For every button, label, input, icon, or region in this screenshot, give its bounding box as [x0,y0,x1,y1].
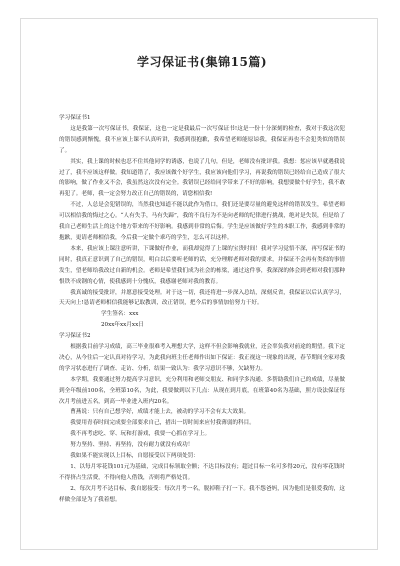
paragraph: 我如果不能实现以上目标，自愿接受以下两项处罚： [70,453,199,460]
paragraph: 其实，我上课的时候也忍不住其他同学的诱惑，也说了几句，但是，老师没有批评我。我想：惩应该早就遇我说过了，我不应该这样做。我知道错了，我应该做个好学生，我应该向他们学习，再说我的错误已经给自己造成了很大的影响，做了作业又不会，我虽然这次没有完全。我错误已经给同学带来了不好的影响，我想要做个好学生，我不敢再犯了。老师，我一定会努力改正自己的错误的，请您相信我! [59,158,345,198]
paragraph: 2、每次月考不达目标，我自愿接受：每次月考一名，脱掉鞋子打一下。我不怨爸妈，因为他们是很爱我的，这样做全部是为了我着想。 [59,485,345,503]
paragraph: 本学期，我要通过努力提高学习意识，充分利用和老师交朋友、和同学多沟通、多帮助我们自己的成绩，尽量做到全年级前100名，全班第10名，为此，我要做到以下几点：从现在到月底，在班第40名为基础，照方设法保证每次月考前进五名，到高一毕业进入班内20名。 [59,376,345,405]
paragraph: 本来，我应该上课注意听讲，下课做好作业，而我却觉得了上课的宝贵时间！我对学习觉悟不深，再写保证书的同时，我真正意识到了自己的错误，明白以后要听老师的话，充分理解老师对我的要求，并保证不会再有类似的事情发生，望老师给我改过自新的机会。老师是希望我们成为社会的栋梁，通过这件事，我深深的体会到老师对我们那种恨铁不成钢的心情，使我感到十分愧疚，我感谢老师对我的教育。 [59,245,345,285]
document-page [20,18,378,550]
paragraph: 我真诚的接受批评，并愿意接受处理。对于这一切，我还将进一步深入总结，深刻反省，我保证以后认真学习，天天向上!恳请老师相信我能够记取教训，改正错误，把今后的事情加倍努力干好。 [59,289,345,307]
paragraph: 我要用青春时间完成要全部要求自己，措出一切时间来应付我薄弱的科目。 [70,420,255,427]
signature-line: 学生签名：xxx [101,311,139,318]
paragraph: 1、以每月零花钱101元为基础，完成目标领取全额；不达目标没有；超过目标一名可多得20元，没有零花钱时不得挤占生活费，不得向他人借钱，否则将严格处罚。 [59,464,345,481]
paragraph: 这是我第一次写保证书，我保证，这也一定是我最后一次写保证书!这是一份十分深刻的检查，我对于我这次犯的错误感到惭愧，我不应该上课不认真听讲，我感到很抱歉，我希望老师能原谅我，我保证再也不会犯类似的错误了。 [59,125,345,154]
paragraph: 我不再考虑吃、穿、玩和打游戏，我要一心抓在学习上。 [70,431,211,438]
paragraph: 根据我目前学习成绩，高三毕业很难考入理想大学，这样不但会影响我就业，还会辜负我对前途的期望。我下定决心，从今往后一定认真对待学习，为此我向班主任老师作出如下保证：我正视这一现象的出现，春节期间全家对我的学习状态进行了调查、走访、分析，结果一致认为：我学习意识不够，欠缺努力。 [59,344,345,372]
document-body [59,113,345,506]
paragraph: 不过，人总是会犯错误的，当然我也知道不能以此作为借口，我们还是要尽量的避免这样的错误发生，希望老师可以相信我的悔过之心。“人有失手，马有失蹄”，我的不良行为不是向老师的纪律进行挑战，绝对是失误，但是给了我自己老师生活上的这个地方带来的不好影响。我感到非常的后悔。学生是应该做好学生的本职工作，我感到非常的抱歉，更请老师相信我，今后我一定做个乖巧的学生，怎么可以这样。 [59,202,345,241]
section-heading: 学习保证书2 [59,333,91,340]
section-heading: 学习保证书1 [59,115,91,121]
document-title: 学习保证书(集锦15篇) [136,55,268,69]
paragraph: 努力坚持、坚持、再坚持，没有耐力就没有成功！ [70,442,194,449]
paragraph: 曹燕说：只有自己想学好，成绩才能上去，被动的学习不会有太大效果。 [70,409,250,416]
signature-line: 20xx年xx月xx日 [101,322,144,329]
